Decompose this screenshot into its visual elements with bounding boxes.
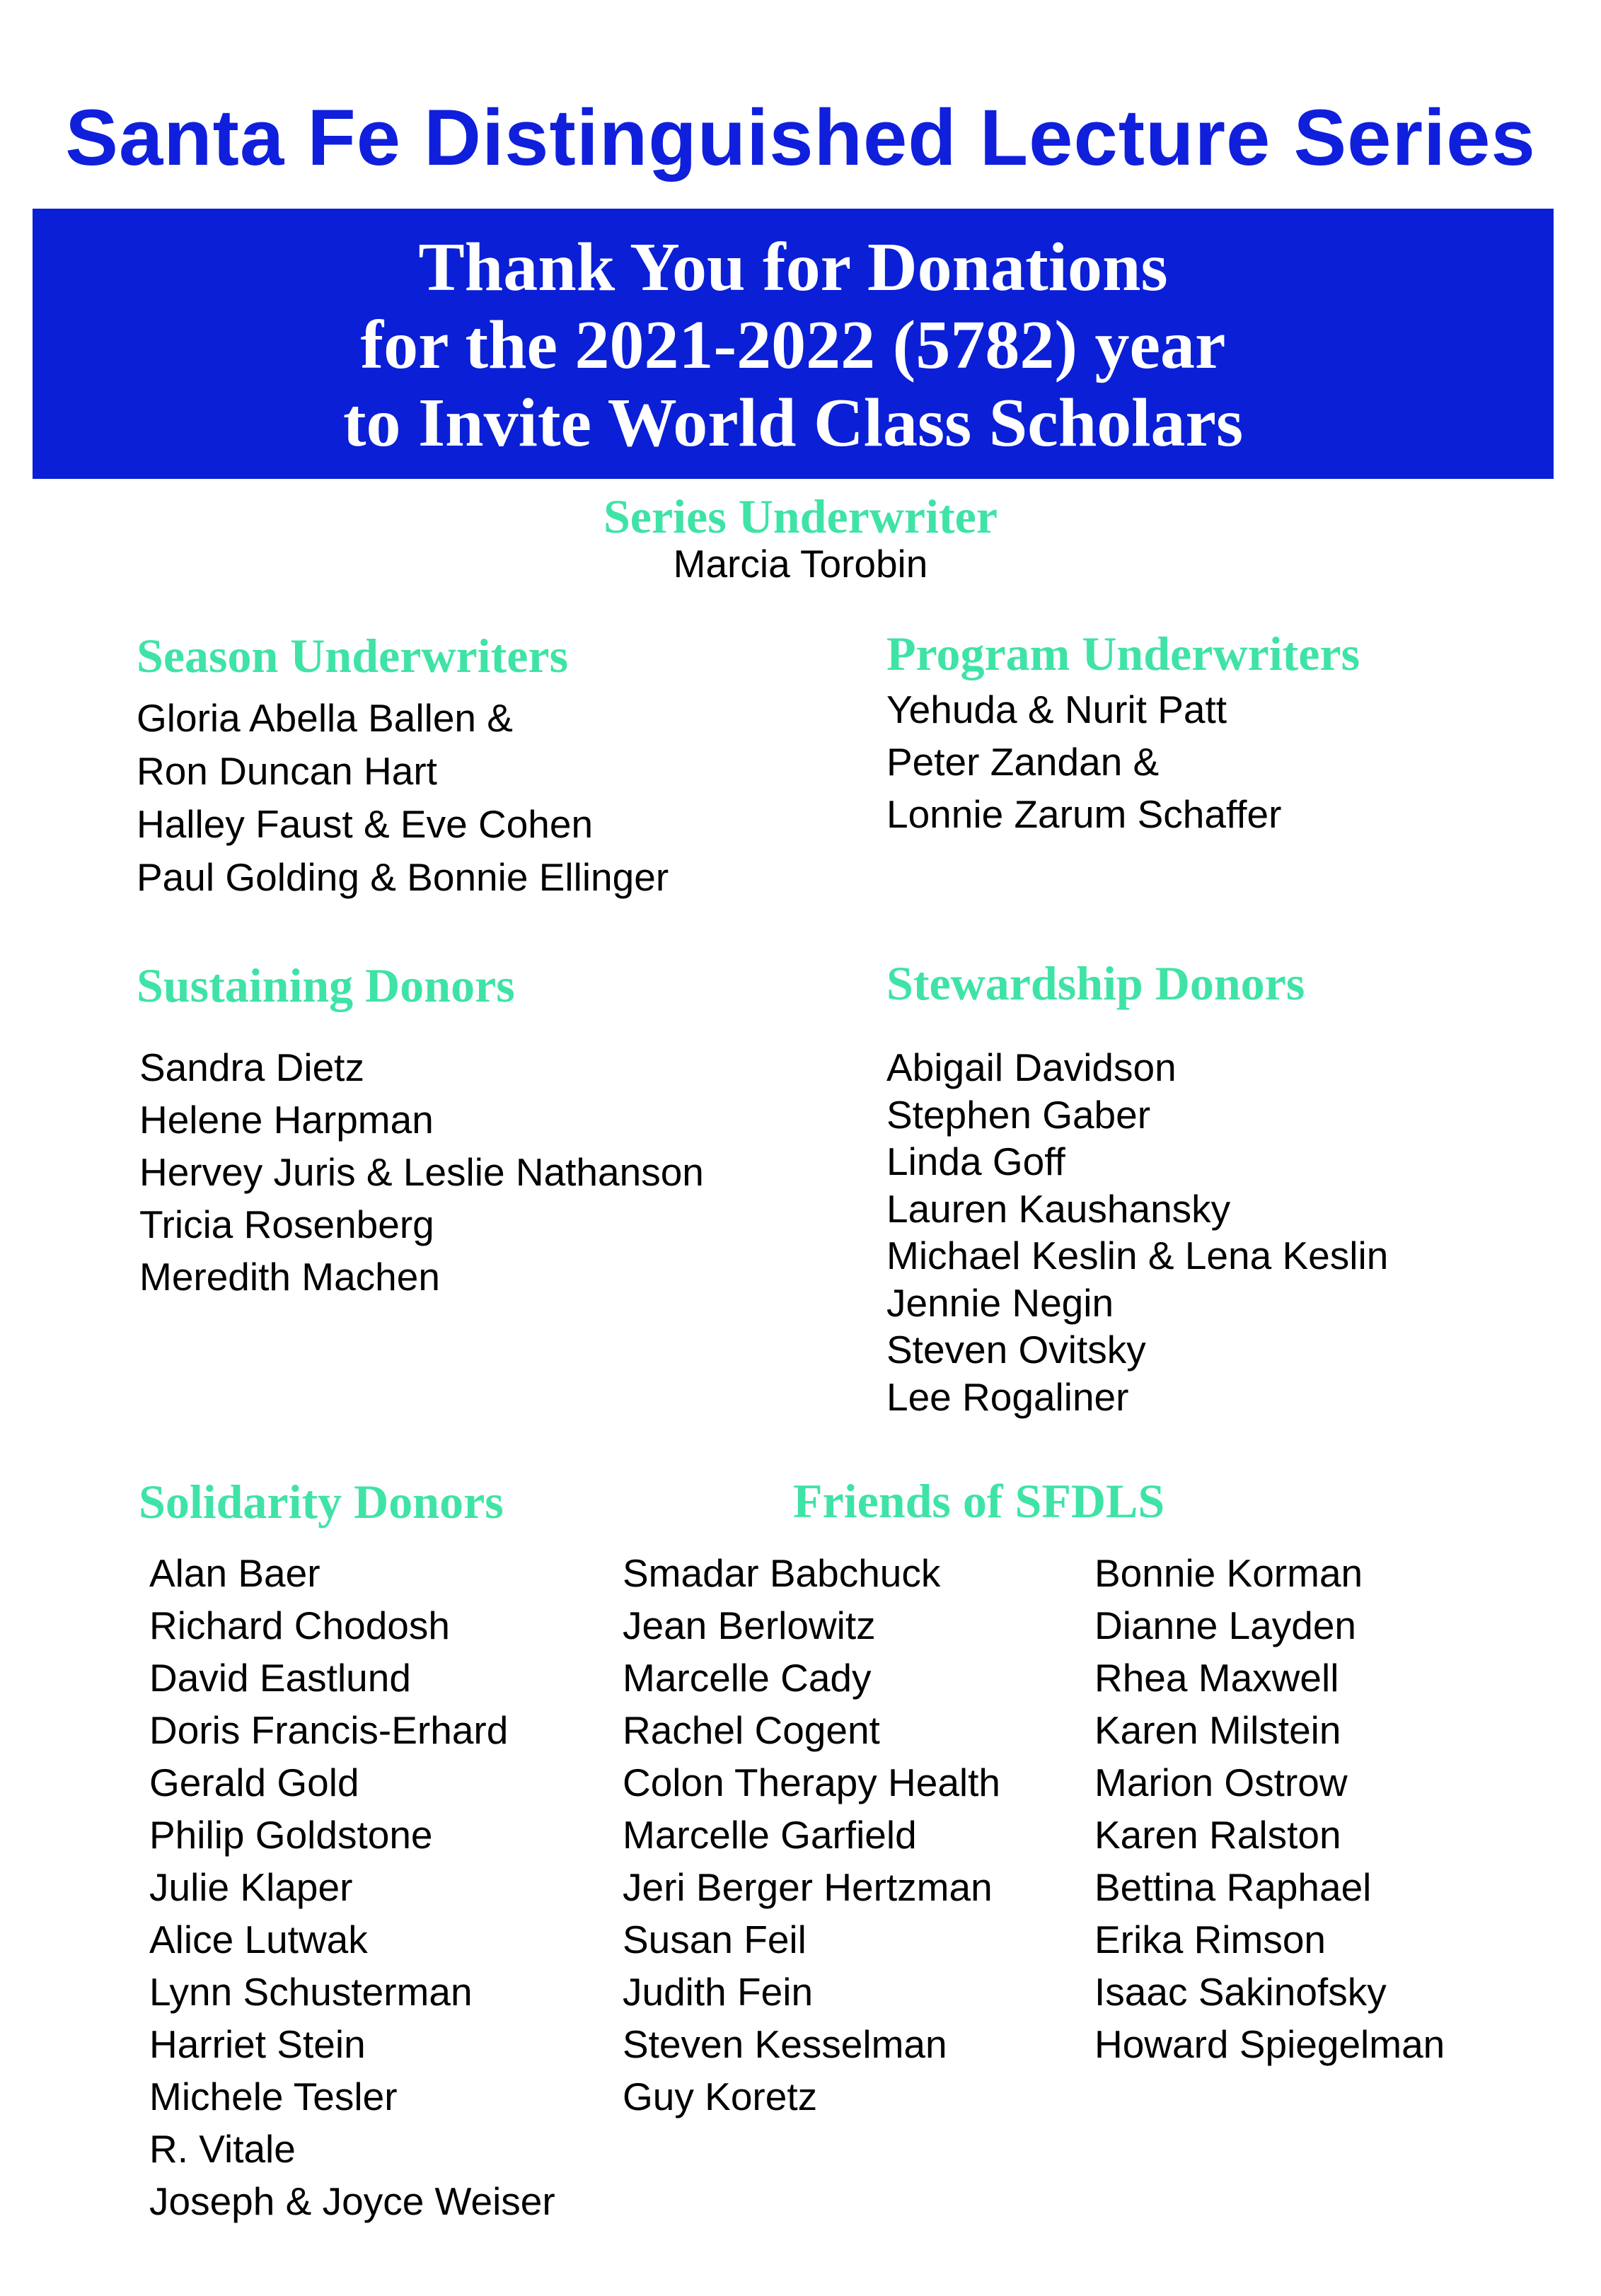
solidarity-donors-heading: Solidarity Donors xyxy=(139,1475,504,1529)
season-underwriters-heading: Season Underwriters xyxy=(137,629,569,683)
list-item: Susan Feil xyxy=(623,1918,807,1961)
list-item: Smadar Babchuck xyxy=(623,1551,941,1595)
stewardship-donors-list xyxy=(886,1044,1388,1420)
list-item: Alan Baer xyxy=(149,1551,320,1595)
list-item: Gerald Gold xyxy=(149,1761,359,1804)
list-item: Marcelle Cady xyxy=(623,1656,872,1700)
series-underwriter-name: Marcia Torobin xyxy=(673,542,928,586)
list-item: Steven Ovitsky xyxy=(886,1328,1146,1372)
list-item: Marion Ostrow xyxy=(1094,1761,1348,1804)
list-item: Guy Koretz xyxy=(623,2075,818,2118)
program-underwriters-list xyxy=(886,683,1281,840)
list-item: Halley Faust & Eve Cohen xyxy=(137,802,594,846)
list-item: Colon Therapy Health xyxy=(623,1761,1001,1804)
friends-list-column-2 xyxy=(1094,1547,1445,2070)
list-item: Jeri Berger Hertzman xyxy=(623,1865,993,1909)
list-item: Lauren Kaushansky xyxy=(886,1186,1231,1231)
sustaining-donors-heading: Sustaining Donors xyxy=(137,958,515,1012)
list-item: Marcelle Garfield xyxy=(623,1813,917,1857)
list-item: Judith Fein xyxy=(623,1970,814,2014)
list-item: Tricia Rosenberg xyxy=(139,1202,434,1246)
list-item: Richard Chodosh xyxy=(149,1604,450,1647)
list-item: Steven Kesselman xyxy=(623,2022,947,2066)
list-item: Jean Berlowitz xyxy=(623,1604,876,1647)
list-item: Peter Zandan & xyxy=(886,740,1160,784)
list-item: Helene Harpman xyxy=(139,1098,434,1142)
list-item: Erika Rimson xyxy=(1094,1918,1327,1961)
list-item: Lonnie Zarum Schaffer xyxy=(886,792,1282,836)
banner-line-2: for the 2021-2022 (5782) year xyxy=(360,307,1226,383)
list-item: Lee Rogaliner xyxy=(886,1374,1129,1419)
list-item: Karen Milstein xyxy=(1094,1708,1341,1752)
list-item: Jennie Negin xyxy=(886,1280,1114,1325)
list-item: Ron Duncan Hart xyxy=(137,749,437,793)
thank-you-banner xyxy=(33,209,1554,479)
list-item: Michael Keslin & Lena Keslin xyxy=(886,1234,1389,1277)
list-item: Michele Tesler xyxy=(149,2075,398,2118)
list-item: Hervey Juris & Leslie Nathanson xyxy=(139,1150,704,1194)
solidarity-donors-list xyxy=(149,1547,555,2227)
list-item: Isaac Sakinofsky xyxy=(1094,1970,1387,2014)
banner-line-1: Thank You for Donations xyxy=(418,229,1168,306)
list-item: Linda Goff xyxy=(886,1140,1065,1183)
season-underwriters-list xyxy=(137,692,669,904)
program-underwriters-heading: Program Underwriters xyxy=(886,627,1360,680)
friends-list-column-1 xyxy=(623,1547,1000,2123)
list-item: Rachel Cogent xyxy=(623,1708,880,1752)
banner-line-3: to Invite World Class Scholars xyxy=(342,385,1244,461)
list-item: Alice Lutwak xyxy=(149,1918,368,1961)
list-item: Philip Goldstone xyxy=(149,1813,433,1857)
list-item: Paul Golding & Bonnie Ellinger xyxy=(137,855,669,899)
list-item: Abigail Davidson xyxy=(886,1045,1177,1089)
friends-heading: Friends of SFDLS xyxy=(793,1474,1165,1528)
sustaining-donors-list xyxy=(139,1041,704,1303)
list-item: Howard Spiegelman xyxy=(1094,2022,1445,2066)
series-underwriter-heading: Series Underwriter xyxy=(603,489,998,543)
list-item: Julie Klaper xyxy=(149,1865,353,1909)
list-item: Bonnie Korman xyxy=(1094,1551,1363,1595)
page-title: Santa Fe Distinguished Lecture Series xyxy=(65,93,1536,182)
list-item: Lynn Schusterman xyxy=(149,1970,473,2014)
list-item: David Eastlund xyxy=(149,1656,411,1700)
list-item: Stephen Gaber xyxy=(886,1092,1151,1137)
list-item: Joseph & Joyce Weiser xyxy=(149,2179,555,2223)
list-item: R. Vitale xyxy=(149,2127,296,2171)
list-item: Doris Francis-Erhard xyxy=(149,1708,509,1752)
list-item: Gloria Abella Ballen & xyxy=(137,696,513,740)
list-item: Meredith Machen xyxy=(139,1255,440,1299)
list-item: Dianne Layden xyxy=(1094,1604,1357,1647)
list-item: Bettina Raphael xyxy=(1094,1865,1372,1909)
list-item: Harriet Stein xyxy=(149,2022,366,2066)
list-item: Karen Ralston xyxy=(1094,1813,1341,1857)
list-item: Sandra Dietz xyxy=(139,1045,364,1089)
stewardship-donors-heading: Stewardship Donors xyxy=(886,956,1305,1010)
list-item: Yehuda & Nurit Patt xyxy=(886,688,1227,731)
list-item: Rhea Maxwell xyxy=(1094,1656,1339,1700)
